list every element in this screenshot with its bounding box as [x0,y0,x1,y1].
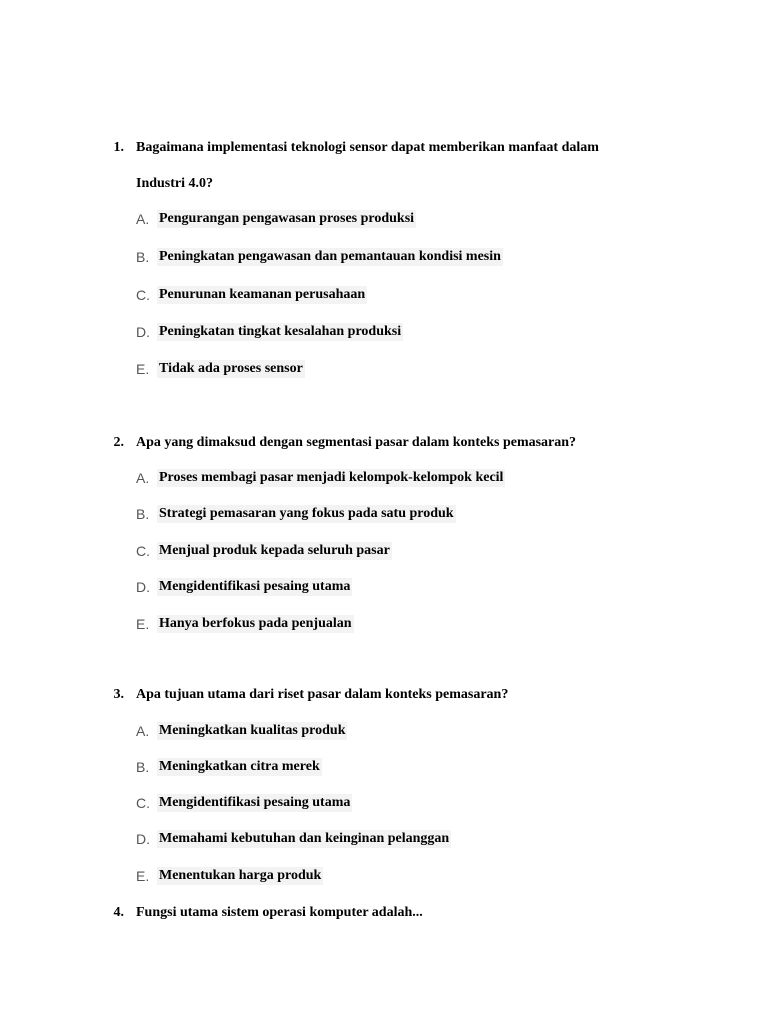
question-1-number: 1. [113,140,124,155]
question-1-option-c-letter: C. [136,287,150,303]
question-2-option-d-text: Mengidentifikasi pesaing utama [159,579,351,594]
question-1-option-c-text: Penurunan keamanan perusahaan [159,287,366,302]
question-4-number: 4. [113,905,124,920]
question-3-text: Apa tujuan utama dari riset pasar dalam konteks pemasaran? [136,687,509,702]
question-1-text-continued: Industri 4.0? [136,176,214,191]
question-2-number: 2. [113,435,124,450]
question-3-option-b-text: Meningkatkan citra merek [159,759,320,774]
question-3-option-a-letter: A. [136,723,150,739]
question-3-option-e-letter: E. [136,868,150,884]
question-1-text: Bagaimana implementasi teknologi sensor dapat memberikan manfaat dalam [136,140,599,155]
question-3-option-b-letter: B. [136,759,150,775]
question-3-number: 3. [113,687,124,702]
question-3-option-a-text: Meningkatkan kualitas produk [159,723,346,738]
question-1-option-d-letter: D. [136,324,150,340]
question-1-option-b-text: Peningkatan pengawasan dan pemantauan kondisi mesin [159,249,501,264]
question-3-option-d-letter: D. [136,831,150,847]
question-2-option-a-text: Proses membagi pasar menjadi kelompok-kelompok kecil [159,470,504,485]
question-3-option-c-text: Mengidentifikasi pesaing utama [159,795,351,810]
question-1-option-e-letter: E. [136,361,150,377]
question-4-text: Fungsi utama sistem operasi komputer adalah... [136,905,423,920]
question-2-option-a-letter: A. [136,470,150,486]
question-3-option-d-text: Memahami kebutuhan dan keinginan pelanggan [159,831,450,846]
question-3-option-e-text: Menentukan harga produk [159,868,322,883]
question-1-option-b-letter: B. [136,249,150,265]
question-1-option-a-letter: A. [136,211,150,227]
question-2-option-c-text: Menjual produk kepada seluruh pasar [159,543,390,558]
question-1-option-d-text: Peningkatan tingkat kesalahan produksi [159,324,402,339]
question-2-option-b-text: Strategi pemasaran yang fokus pada satu produk [159,506,454,521]
question-2-text: Apa yang dimaksud dengan segmentasi pasar dalam konteks pemasaran? [136,435,577,450]
question-2-option-d-letter: D. [136,579,150,595]
question-3-option-c-letter: C. [136,795,150,811]
question-2-option-b-letter: B. [136,506,150,522]
question-2-option-e-text: Hanya berfokus pada penjualan [159,616,352,631]
question-2-option-e-letter: E. [136,616,150,632]
question-2-option-c-letter: C. [136,543,150,559]
question-1-option-a-text: Pengurangan pengawasan proses produksi [159,211,415,226]
question-1-option-e-text: Tidak ada proses sensor [159,361,303,376]
